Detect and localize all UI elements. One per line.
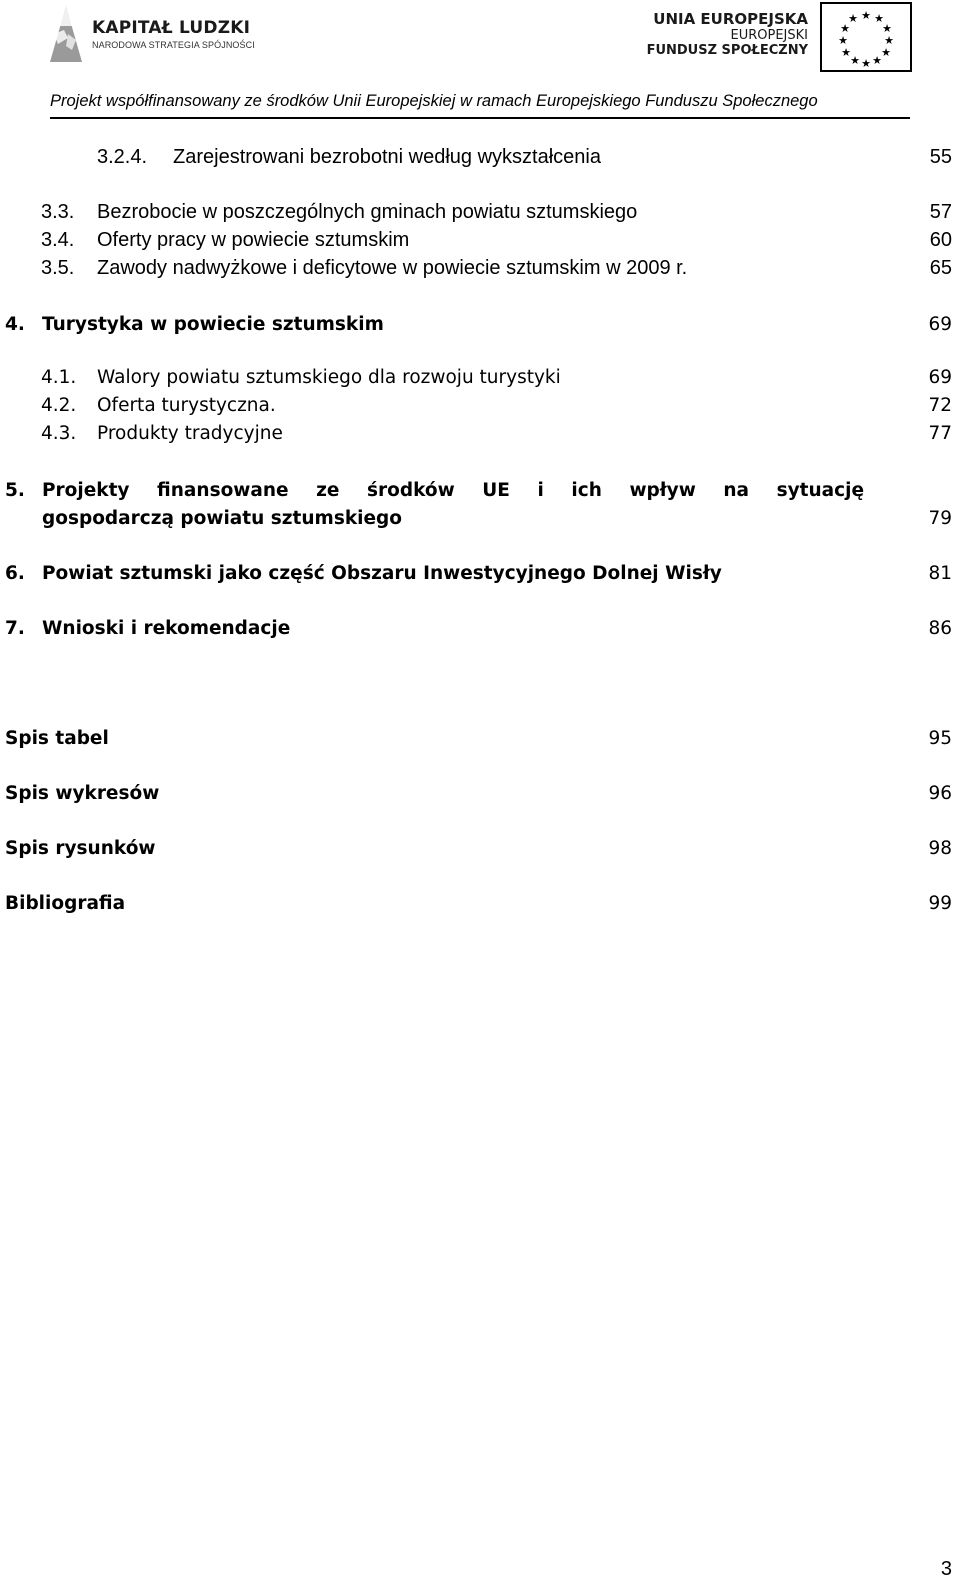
toc-list-page: 99 xyxy=(928,893,952,914)
toc-list-title: Spis rysunków xyxy=(5,838,156,859)
eu-line-2: EUROPEJSKI xyxy=(730,28,808,43)
toc-entry-number: 4.1. xyxy=(41,367,77,388)
toc-list-page: 95 xyxy=(928,728,952,749)
toc-chapter-page: 86 xyxy=(928,618,952,639)
svg-text:★: ★ xyxy=(848,12,858,25)
eu-logo-text xyxy=(647,10,808,58)
toc-entry-page: 77 xyxy=(928,423,952,444)
kapital-ludzki-logo-icon xyxy=(46,4,86,66)
toc-entry-page: 55 xyxy=(929,146,952,168)
svg-text:★: ★ xyxy=(881,46,891,59)
svg-text:★: ★ xyxy=(838,34,848,47)
toc-chapter-title: Powiat sztumski jako część Obszaru Inwestycyjnego Dolnej Wisły xyxy=(42,563,722,584)
toc-entry-page: 69 xyxy=(928,367,952,388)
toc-chapter-page: 69 xyxy=(928,314,952,335)
toc-entry-title: Produkty tradycyjne xyxy=(97,423,283,444)
eu-line-3: FUNDUSZ SPOŁECZNY xyxy=(646,43,808,58)
toc-entry-title: Zawody nadwyżkowe i deficytowe w powiecie sztumskim w 2009 r. xyxy=(97,257,688,279)
svg-text:★: ★ xyxy=(874,12,884,25)
svg-text:★: ★ xyxy=(882,22,892,35)
toc-entry-number: 4.3. xyxy=(41,423,77,444)
toc-chapter[interactable] xyxy=(0,480,960,540)
toc-chapter-page: 81 xyxy=(928,563,952,584)
toc-entry-page: 72 xyxy=(928,395,952,416)
toc-list-page: 98 xyxy=(928,838,952,859)
toc-entry-page: 65 xyxy=(929,257,952,279)
toc-chapter-title-line-1: Projekty finansowane ze środków UE i ich wpływ na sytuację xyxy=(42,480,864,501)
toc-chapter-number: 5. xyxy=(5,480,25,501)
svg-text:★: ★ xyxy=(872,54,882,67)
toc-chapter-title-line-2: gospodarczą powiatu sztumskiego xyxy=(42,508,402,529)
toc-entry-number: 3.4. xyxy=(41,229,75,251)
toc-chapter-number: 4. xyxy=(5,314,25,335)
header-tagline: Projekt współfinansowany ze środków Unii Europejskiej w ramach Europejskiego Funduszu Społecznego xyxy=(50,92,818,110)
toc-entry-number: 3.5. xyxy=(41,257,75,279)
page-number: 3 xyxy=(940,1558,952,1580)
toc-entry-title: Zarejestrowani bezrobotni według wykształcenia xyxy=(173,146,601,168)
toc-entry-title: Walory powiatu sztumskiego dla rozwoju turystyki xyxy=(97,367,561,388)
svg-text:★: ★ xyxy=(841,46,851,59)
toc-list-title: Spis wykresów xyxy=(5,783,160,804)
header-divider xyxy=(50,117,910,119)
toc-list-title: Spis tabel xyxy=(5,728,109,749)
eu-line-1: UNIA EUROPEJSKA xyxy=(653,10,808,28)
toc-entry-page: 57 xyxy=(929,201,952,223)
toc-entry-number: 3.2.4. xyxy=(97,146,148,168)
toc-chapter-page: 79 xyxy=(928,508,952,529)
eu-flag-icon xyxy=(820,2,912,72)
svg-text:★: ★ xyxy=(850,54,860,67)
toc-chapter-title: Turystyka w powiecie sztumskim xyxy=(42,314,384,335)
svg-text:★: ★ xyxy=(861,9,871,22)
toc-entry-number: 3.3. xyxy=(41,201,75,223)
kapital-ludzki-subtitle: NARODOWA STRATEGIA SPÓJNOŚCI xyxy=(92,40,255,50)
svg-text:★: ★ xyxy=(840,22,850,35)
svg-text:★: ★ xyxy=(884,34,894,47)
toc-entry-title: Oferty pracy w powiecie sztumskim xyxy=(97,229,410,251)
kapital-ludzki-title: KAPITAŁ LUDZKI xyxy=(92,18,251,38)
toc-entry-title: Oferta turystyczna. xyxy=(97,395,276,416)
toc-chapter-title: Wnioski i rekomendacje xyxy=(42,618,291,639)
toc-entry-title: Bezrobocie w poszczególnych gminach powiatu sztumskiego xyxy=(97,201,638,223)
toc-chapter-number: 7. xyxy=(5,618,25,639)
toc-list-title: Bibliografia xyxy=(5,893,126,914)
toc-list-page: 96 xyxy=(928,783,952,804)
toc-chapter-number: 6. xyxy=(5,563,25,584)
toc-entry-page: 60 xyxy=(929,229,952,251)
toc-entry-number: 4.2. xyxy=(41,395,77,416)
svg-text:★: ★ xyxy=(861,57,871,70)
